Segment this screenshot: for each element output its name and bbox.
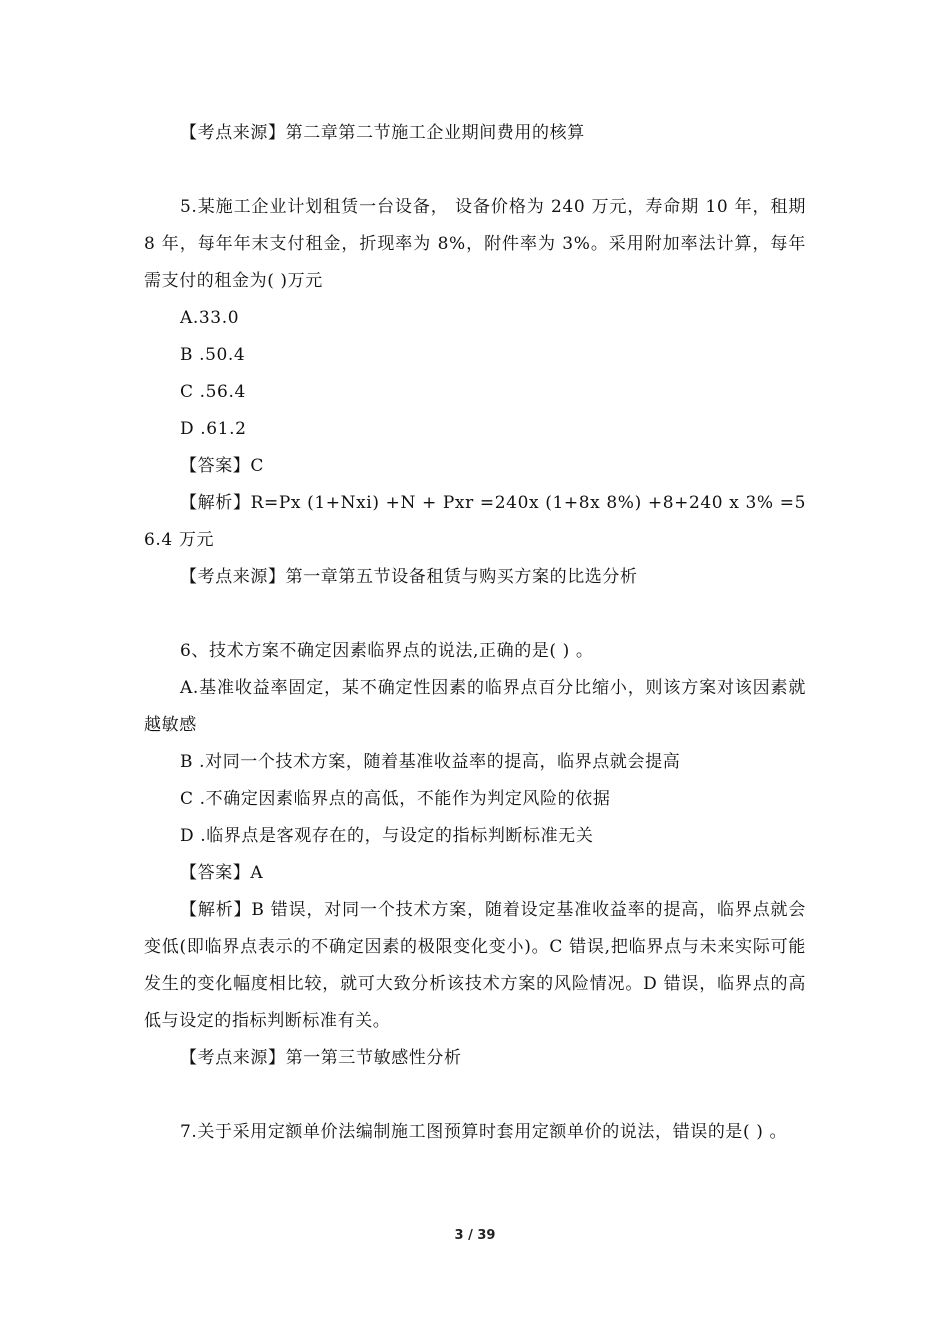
spacer	[144, 1077, 806, 1114]
q6-option-b: B .对同一个技术方案，随着基准收益率的提高，临界点就会提高	[180, 752, 681, 772]
q6-option-c: C .不确定因素临界点的高低，不能作为判定风险的依据	[180, 789, 611, 809]
source-q4: 【考点来源】第二章第二节施工企业期间费用的核算	[180, 123, 585, 143]
q5-analysis: 【解析】R=Px (1+Nxi) +N + Pxr =240x (1+8x 8%) +8+240 x 3% =56.4 万元	[144, 493, 806, 550]
page-content	[144, 115, 806, 1151]
q5-source: 【考点来源】第一章第五节设备租赁与购买方案的比选分析	[180, 567, 638, 587]
q5-option-d: D .61.2	[180, 419, 247, 439]
page-number: 3 / 39	[454, 1228, 496, 1243]
spacer	[144, 596, 806, 633]
q6-option-d: D .临界点是客观存在的，与设定的指标判断标准无关	[180, 826, 594, 846]
q6-source: 【考点来源】第一第三节敏感性分析	[180, 1048, 462, 1068]
q5-option-b: B .50.4	[180, 345, 246, 365]
q5-stem: 5.某施工企业计划租赁一台设备， 设备价格为 240 万元，寿命期 10 年，租期 8 年，每年年末支付租金，折现率为 8%，附件率为 3%。采用附加率法计算，每年需支付的租金为( )万元	[144, 197, 806, 291]
q6-option-a: A.基准收益率固定，某不确定性因素的临界点百分比缩小，则该方案对该因素就越敏感	[144, 678, 806, 735]
q6-stem: 6、技术方案不确定因素临界点的说法,正确的是( ) 。	[180, 641, 594, 661]
q7-stem: 7.关于采用定额单价法编制施工图预算时套用定额单价的说法，错误的是( ) 。	[180, 1122, 788, 1142]
q6-analysis: 【解析】B 错误，对同一个技术方案，随着设定基准收益率的提高，临界点就会变低(即临界点表示的不确定因素的极限变化变小)。C 错误,把临界点与未来实际可能发生的变化幅度相比较，就可大致分析该技术方案的风险情况。D 错误，临界点的高低与设定的指标判断标准有关。	[144, 900, 806, 1031]
q5-option-a: A.33.0	[180, 308, 240, 328]
spacer	[144, 152, 806, 189]
q5-option-c: C .56.4	[180, 382, 246, 402]
q6-answer: 【答案】A	[180, 863, 264, 883]
q5-answer: 【答案】C	[180, 456, 265, 476]
